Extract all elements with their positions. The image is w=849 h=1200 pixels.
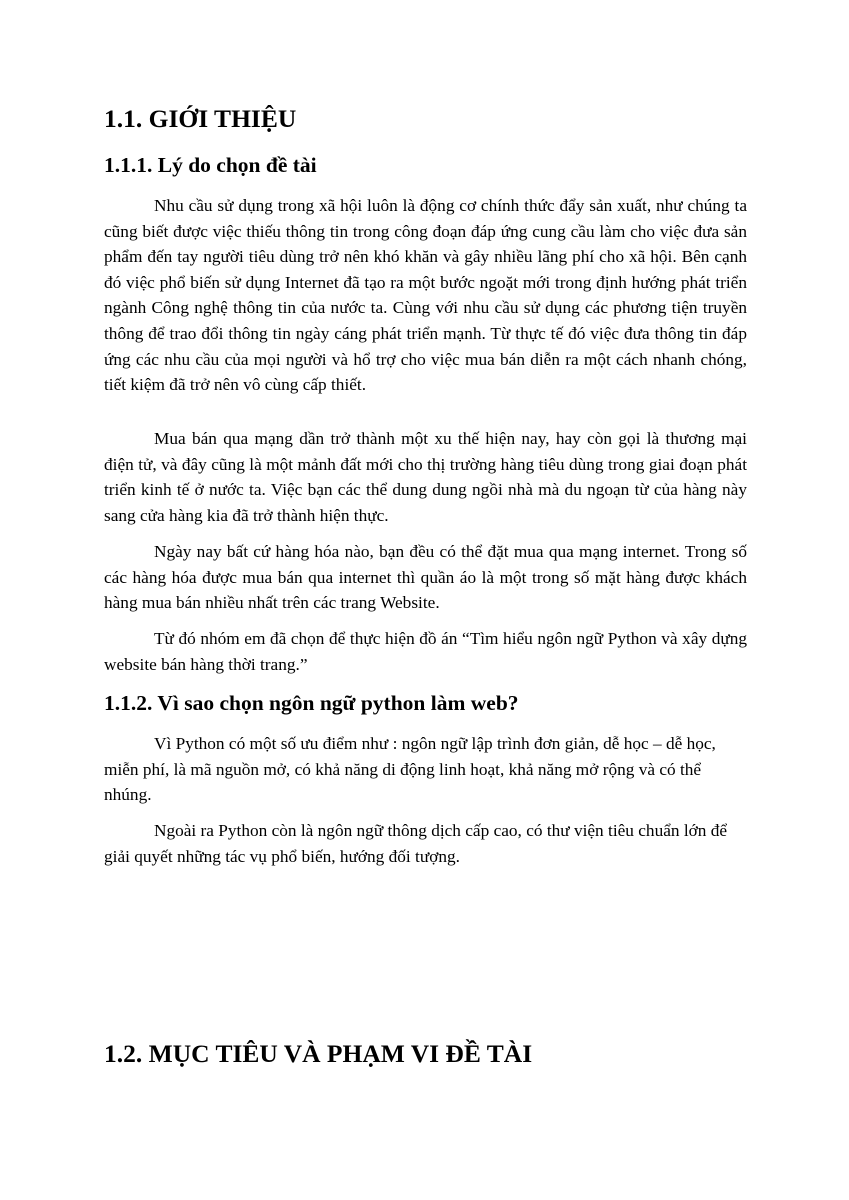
- paragraph-ly-do-4: Từ đó nhóm em đã chọn để thực hiện đồ án “Tìm hiểu ngôn ngữ Python và xây dựng website bán hàng thời trang.”: [104, 629, 747, 674]
- paragraph-ly-do-1: Nhu cầu sử dụng trong xã hội luôn là động cơ chính thức đẩy sản xuất, như chúng ta cũng biết được việc thiếu thông tin trong công đoạn đáp ứng cung cầu làm cho việc đưa sản phẩm đến tay người tiêu dùng trở nên khó khăn và gây nhiều lãng phí cho xã hội. Bên cạnh đó việc phổ biến sử dụng Internet đã tạo ra một bước ngoặt mới trong định hướng phát triển ngành Công nghệ thông tin của nước ta. Cùng với nhu cầu sử dụng các phương tiện truyền thông để trao đổi thông tin ngày cáng phát triển mạnh. Từ thực tế đó việc đưa thông tin đáp ứng các nhu cầu của mọi người và hổ trợ cho việc mua bán diễn ra một cách nhanh chóng, tiết kiệm đã trở nên vô cùng cấp thiết.: [104, 196, 747, 395]
- subsection-heading-ly-do: 1.1.1. Lý do chọn đề tài: [104, 153, 317, 177]
- paragraph-ly-do-2: Mua bán qua mạng dần trở thành một xu thế hiện nay, hay còn gọi là thương mại điện tử, và đây cũng là một mảnh đất mới cho thị trường hàng tiêu dùng trong giai đoạn phát triển kinh tế ở nước ta. Việc bạn các thể dung dung ngồi nhà mà du ngoạn từ của hàng này sang cửa hàng kia đã trở thành hiện thực.: [104, 429, 747, 525]
- section-heading-muc-tieu: 1.2. MỤC TIÊU VÀ PHẠM VI ĐỀ TÀI: [104, 1039, 533, 1068]
- paragraph-vi-sao-2: Ngoài ra Python còn là ngôn ngữ thông dịch cấp cao, có thư viện tiêu chuẩn lớn để giải quyết những tác vụ phổ biến, hướng đối tượng.: [104, 821, 728, 866]
- subsection-heading-vi-sao-python: 1.1.2. Vì sao chọn ngôn ngữ python làm web?: [104, 691, 519, 715]
- section-heading-gioi-thieu: 1.1. GIỚI THIỆU: [104, 104, 297, 133]
- paragraph-ly-do-3: Ngày nay bất cứ hàng hóa nào, bạn đều có thể đặt mua qua mạng internet. Trong số các hàng hóa được mua bán qua internet thì quần áo là một trong số mặt hàng được khách hàng mua bán nhiều nhất trên các trang Website.: [104, 542, 747, 613]
- paragraph-vi-sao-1: Vì Python có một số ưu điểm như : ngôn ngữ lập trình đơn giản, dễ học – dễ học, miễn phí, là mã nguồn mở, có khả năng di động linh hoạt, khả năng mở rộng và có thể nhúng.: [104, 734, 716, 805]
